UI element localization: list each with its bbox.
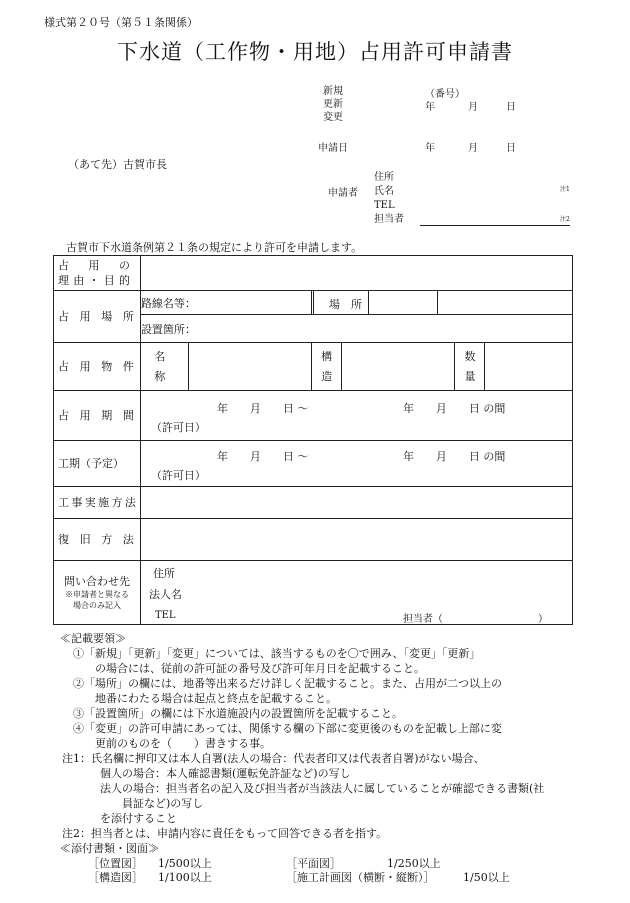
purpose-input[interactable] xyxy=(140,256,572,291)
attachment-structure: ［構造図］ xyxy=(88,871,143,884)
kind-change[interactable]: 変更 xyxy=(323,112,343,123)
applicant-label: 申請者 xyxy=(328,188,358,199)
attachment-construction-plan: ［施工計画図（横断・縦断）］ xyxy=(286,871,435,884)
location-divider-right xyxy=(368,290,369,314)
place-label: 占 用 場 所 xyxy=(54,291,141,343)
number-label: （番号） xyxy=(425,89,465,100)
method-label: 工 事 実 施 方 法 xyxy=(54,487,141,519)
applicant-address-label: 住所 xyxy=(374,172,394,183)
note-item: ②「場所」の欄には、地番等出来るだけ詳しく記載すること。また、占用が二つ以上の xyxy=(73,677,502,690)
page-title: 下水道（工作物・用地）占用許可申請書 xyxy=(117,40,513,64)
facility-input[interactable]: 設置箇所： xyxy=(140,315,572,343)
kind-new[interactable]: 新規 xyxy=(323,86,343,97)
row-period xyxy=(54,391,573,441)
object-quantity-input[interactable] xyxy=(485,343,573,391)
kind-options[interactable] xyxy=(323,85,343,124)
note-item: 注2：担当者とは、申請内容に責任をもって回答できる者を指す。 xyxy=(62,827,388,840)
prev-month-unit: 月 xyxy=(468,102,478,113)
applicant-name-label: 氏名 xyxy=(374,186,394,197)
addressee: （あて先）古賀市長 xyxy=(68,158,167,171)
app-year-unit: 年 xyxy=(425,143,435,154)
note-item: 更前のものを（ ）書きする事。 xyxy=(95,737,271,750)
attachment-structure-scale: 1/100以上 xyxy=(158,871,212,884)
note-item: 注1：氏名欄に押印又は本人自署(法人の場合：代表者印又は代表者自署)がない場合、 xyxy=(62,752,485,765)
attachment-location-map: ［位置図］ xyxy=(88,857,143,870)
contact-input[interactable]: 住所 法人名 TEL 担当者（ ） xyxy=(140,561,572,625)
period-input[interactable]: 年 月 日 〜 年 月 日 の間 （許可日） xyxy=(140,391,572,441)
note-item: 法人の場合：担当者名の記入及び担当者が当該法人に属していることが確認できる書類(社 xyxy=(100,782,545,795)
note-item: を添付すること xyxy=(100,812,177,825)
row-contact xyxy=(54,561,573,625)
form-number: 様式第２０号（第５１条関係） xyxy=(44,16,198,29)
restore-label: 復 旧 方 法 xyxy=(54,519,141,561)
method-input[interactable] xyxy=(140,487,572,519)
period-label: 占 用 期 間 xyxy=(54,391,141,441)
application-date-label: 申請日 xyxy=(318,143,348,154)
applicant-tel-label: TEL xyxy=(374,200,395,211)
row-object: 占 用 物 件 名 称 構 造 数 量 xyxy=(54,343,573,391)
prev-day-unit: 日 xyxy=(506,102,516,113)
note-item: ④「変更」の許可申請にあっては、関係する欄の下部に変更後のものを記載し上部に変 xyxy=(73,722,502,735)
object-name-input[interactable] xyxy=(188,343,311,391)
note-item: ③「設置箇所」の欄には下水道施設内の設置箇所を記載すること。 xyxy=(73,707,403,720)
construction-input[interactable]: 年 月 日 〜 年 月 日 の間 （許可日） xyxy=(140,441,572,487)
attachment-plan-scale: 1/250以上 xyxy=(387,857,441,870)
note-item: 地番にわたる場合は起点と終点を記載すること。 xyxy=(95,692,337,705)
location-label: 場 所 xyxy=(329,298,362,311)
row-restore xyxy=(54,519,573,561)
note-item: ①「新規」「更新」「変更」については、該当するものを〇で囲み、「変更」「更新」 xyxy=(73,647,481,660)
location-input[interactable] xyxy=(437,291,572,315)
person-in-charge-line[interactable] xyxy=(420,225,570,226)
contact-label: 問い合わせ先 ※申請者と異なる 場合のみ記入 xyxy=(54,561,141,625)
restore-input[interactable] xyxy=(140,519,572,561)
attachments-header: ≪添付書類・図面≫ xyxy=(60,842,159,855)
attachment-construction-scale: 1/50以上 xyxy=(463,871,510,884)
intro-text: 古賀市下水道条例第２１条の規定により許可を申請します。 xyxy=(66,241,363,254)
row-method xyxy=(54,487,573,519)
note-item: の場合には、従前の許可証の番号及び許可年月日を記載すること。 xyxy=(95,662,425,675)
row-purpose: 占 用 の 理 由 ・ 目 的 xyxy=(54,256,573,291)
note-item: 員証など)の写し xyxy=(122,797,204,810)
prev-year-unit: 年 xyxy=(425,102,435,113)
app-day-unit: 日 xyxy=(506,143,516,154)
kind-renew[interactable]: 更新 xyxy=(323,99,343,110)
note1-marker: 注1 xyxy=(560,186,570,193)
notes-header: ≪記載要領≫ xyxy=(60,632,126,645)
note2-marker: 注2 xyxy=(560,216,570,223)
note-item: 個人の場合：本人確認書類(運転免許証など)の写し xyxy=(100,767,351,780)
route-name-input[interactable]: 路線名等： xyxy=(140,291,311,315)
attachment-location-scale: 1/500以上 xyxy=(158,857,212,870)
location-divider-left xyxy=(313,290,314,314)
app-month-unit: 月 xyxy=(468,143,478,154)
attachment-plan: ［平面図］ xyxy=(286,857,341,870)
row-construction xyxy=(54,441,573,487)
applicant-person-label: 担当者 xyxy=(374,214,404,225)
construction-label: 工期（予定） xyxy=(54,441,141,487)
object-structure-input[interactable] xyxy=(342,343,455,391)
object-label: 占 用 物 件 xyxy=(54,343,141,391)
